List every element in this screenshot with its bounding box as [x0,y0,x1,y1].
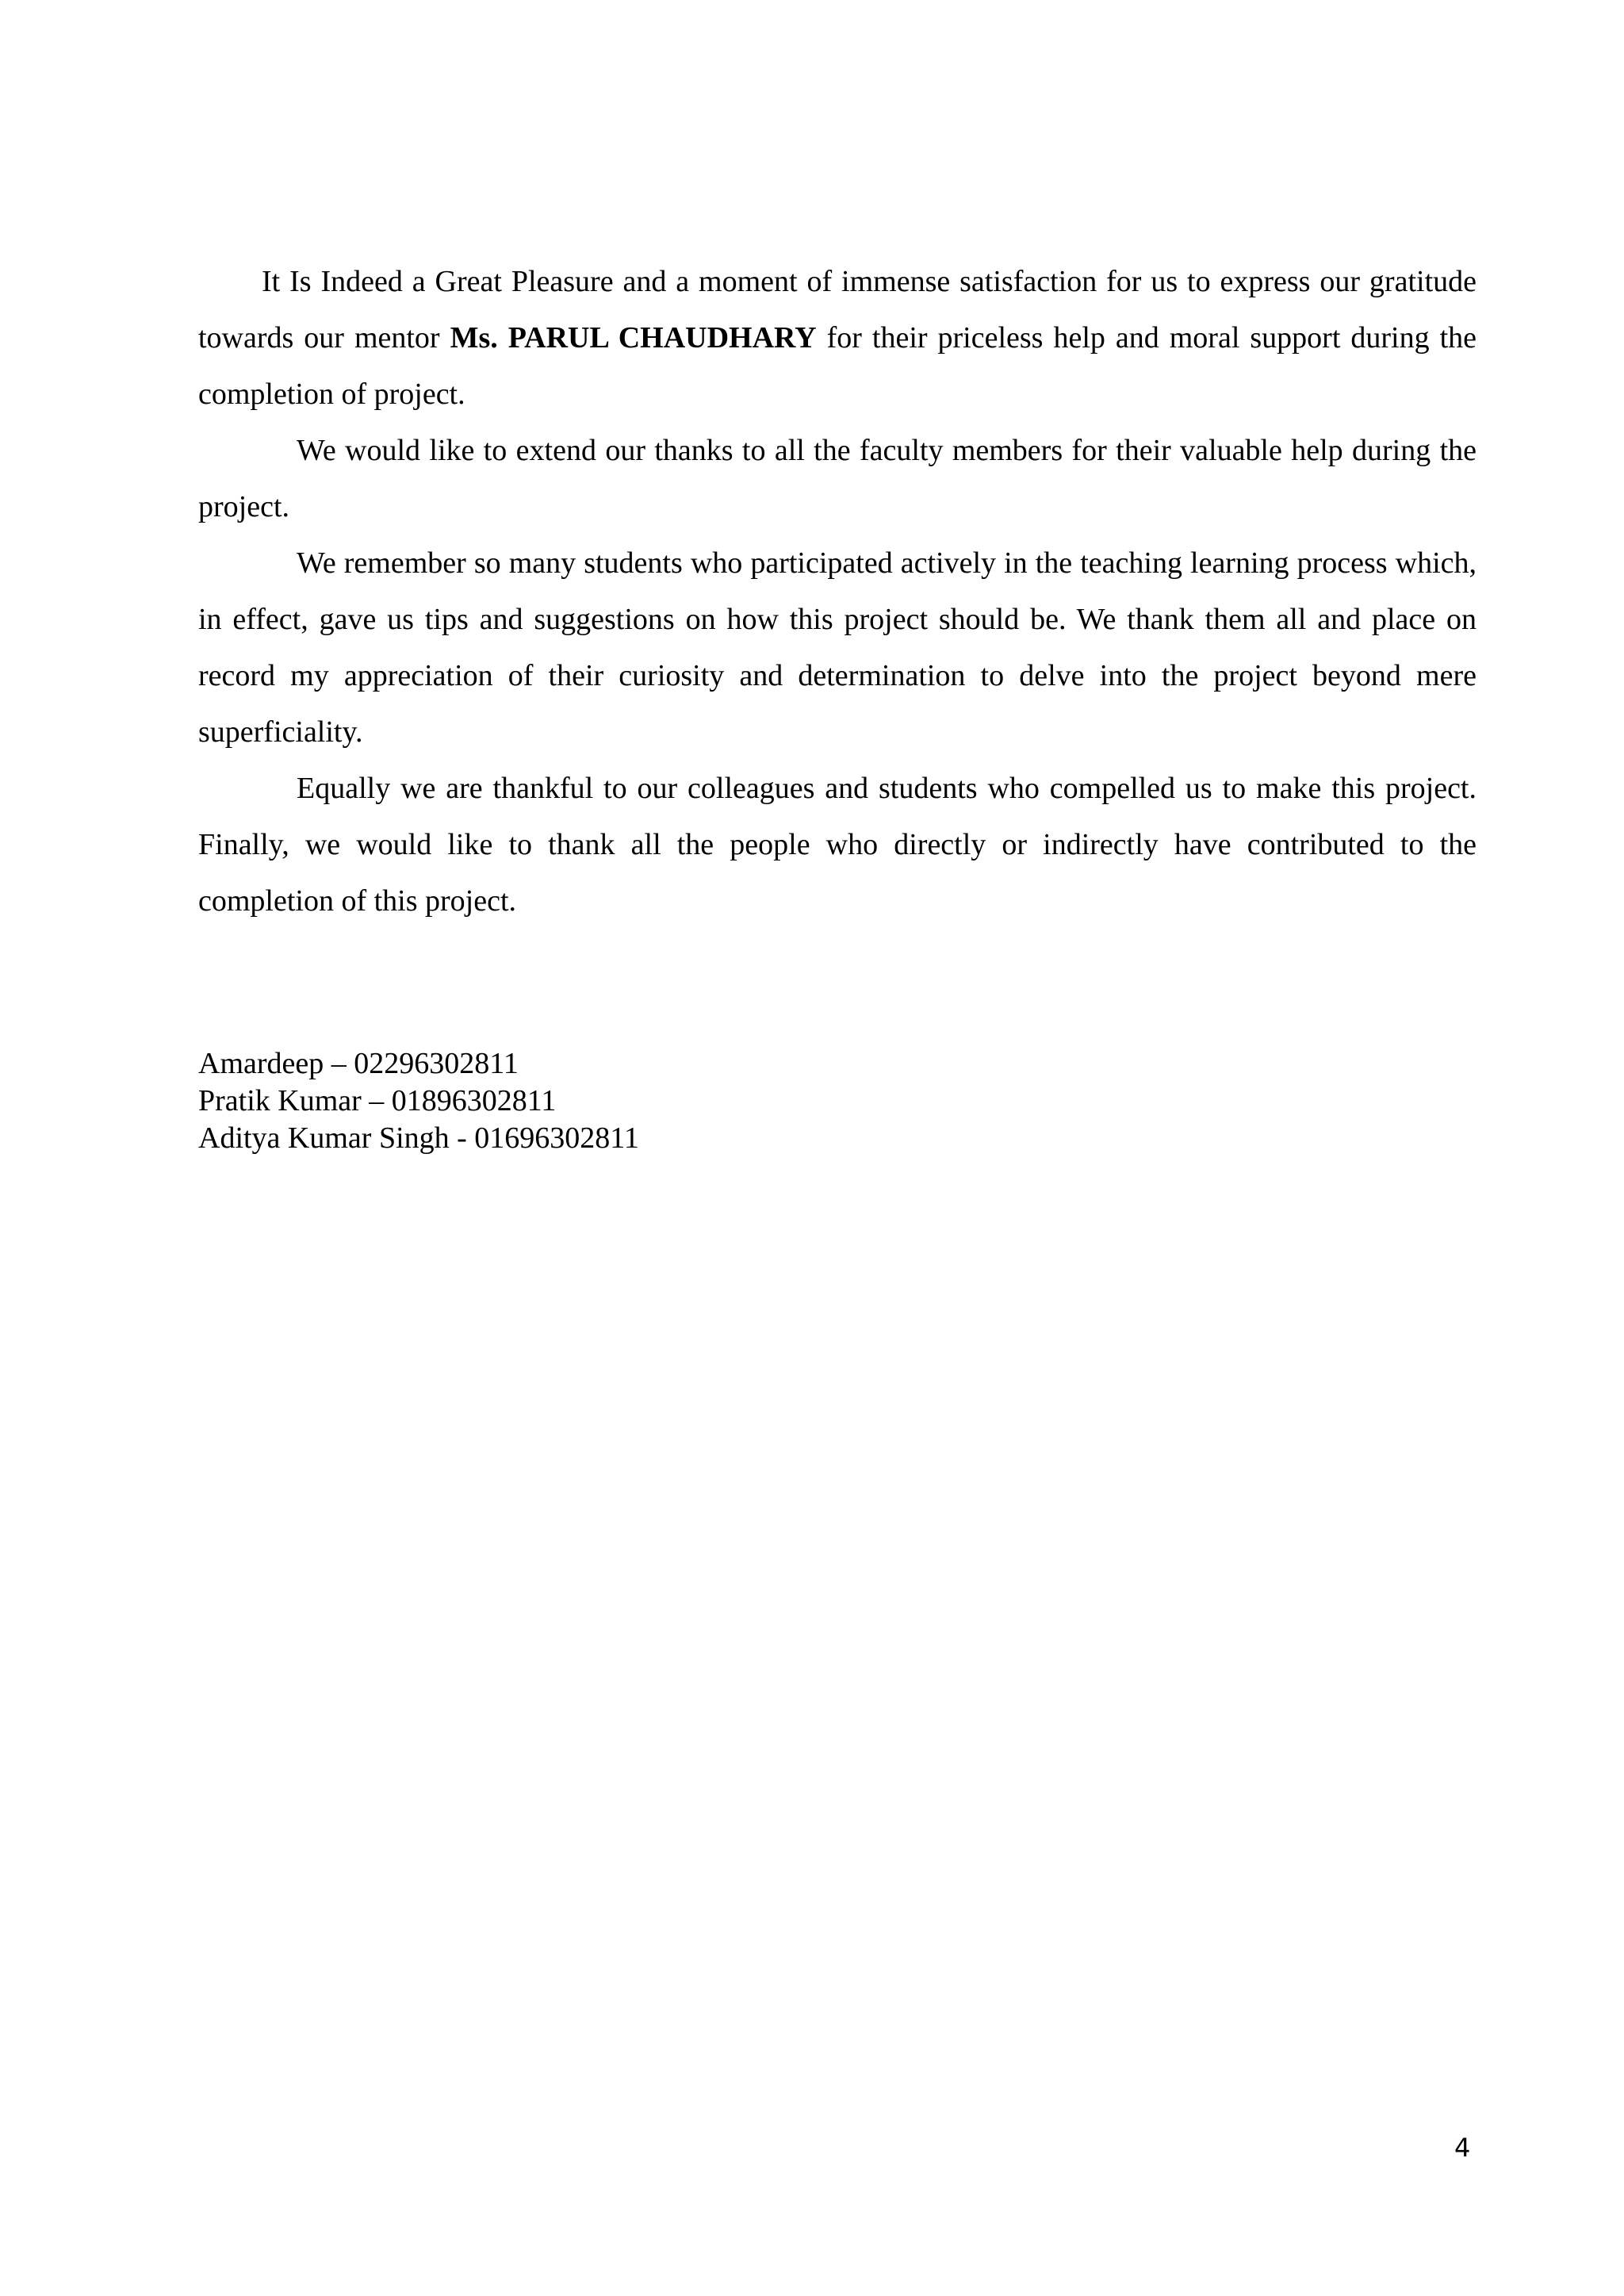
signature-entry: Aditya Kumar Singh - 01696302811 [198,1121,639,1155]
acknowledgement-body [198,254,1477,930]
paragraph-1-intro: It Is Indeed a Great Pleasure and a moment of immense satisfaction for us to express our gratitude towards our mentor [198,265,1477,355]
signature-entry: Amardeep – 02296302811 [198,1047,519,1080]
signature-entry: Pratik Kumar – 01896302811 [198,1084,557,1117]
paragraph-students-thanks: We remember so many students who participated actively in the teaching learning process which, in effect, gave us tips and suggestions on how this project should be. We thank them all and place on record my appreciation of their curiosity and determination to delve into the project beyond mere superficiality. [198,546,1477,749]
signature-list [198,1045,639,1157]
paragraph-gratitude-mentor [198,254,1477,423]
mentor-name: Ms. PARUL CHAUDHARY [450,321,817,355]
paragraph-1-outro: for their priceless help and moral support during the completion of project. [198,321,1477,411]
page-number: 4 [1454,2133,1471,2163]
paragraph-colleagues-thanks: Equally we are thankful to our colleagues and students who compelled us to make this project. Finally, we would like to thank all the people who directly or indirectly have contributed to the completion of this project. [198,772,1477,918]
paragraph-faculty-thanks: We would like to extend our thanks to all the faculty members for their valuable help during the project. [198,434,1477,523]
